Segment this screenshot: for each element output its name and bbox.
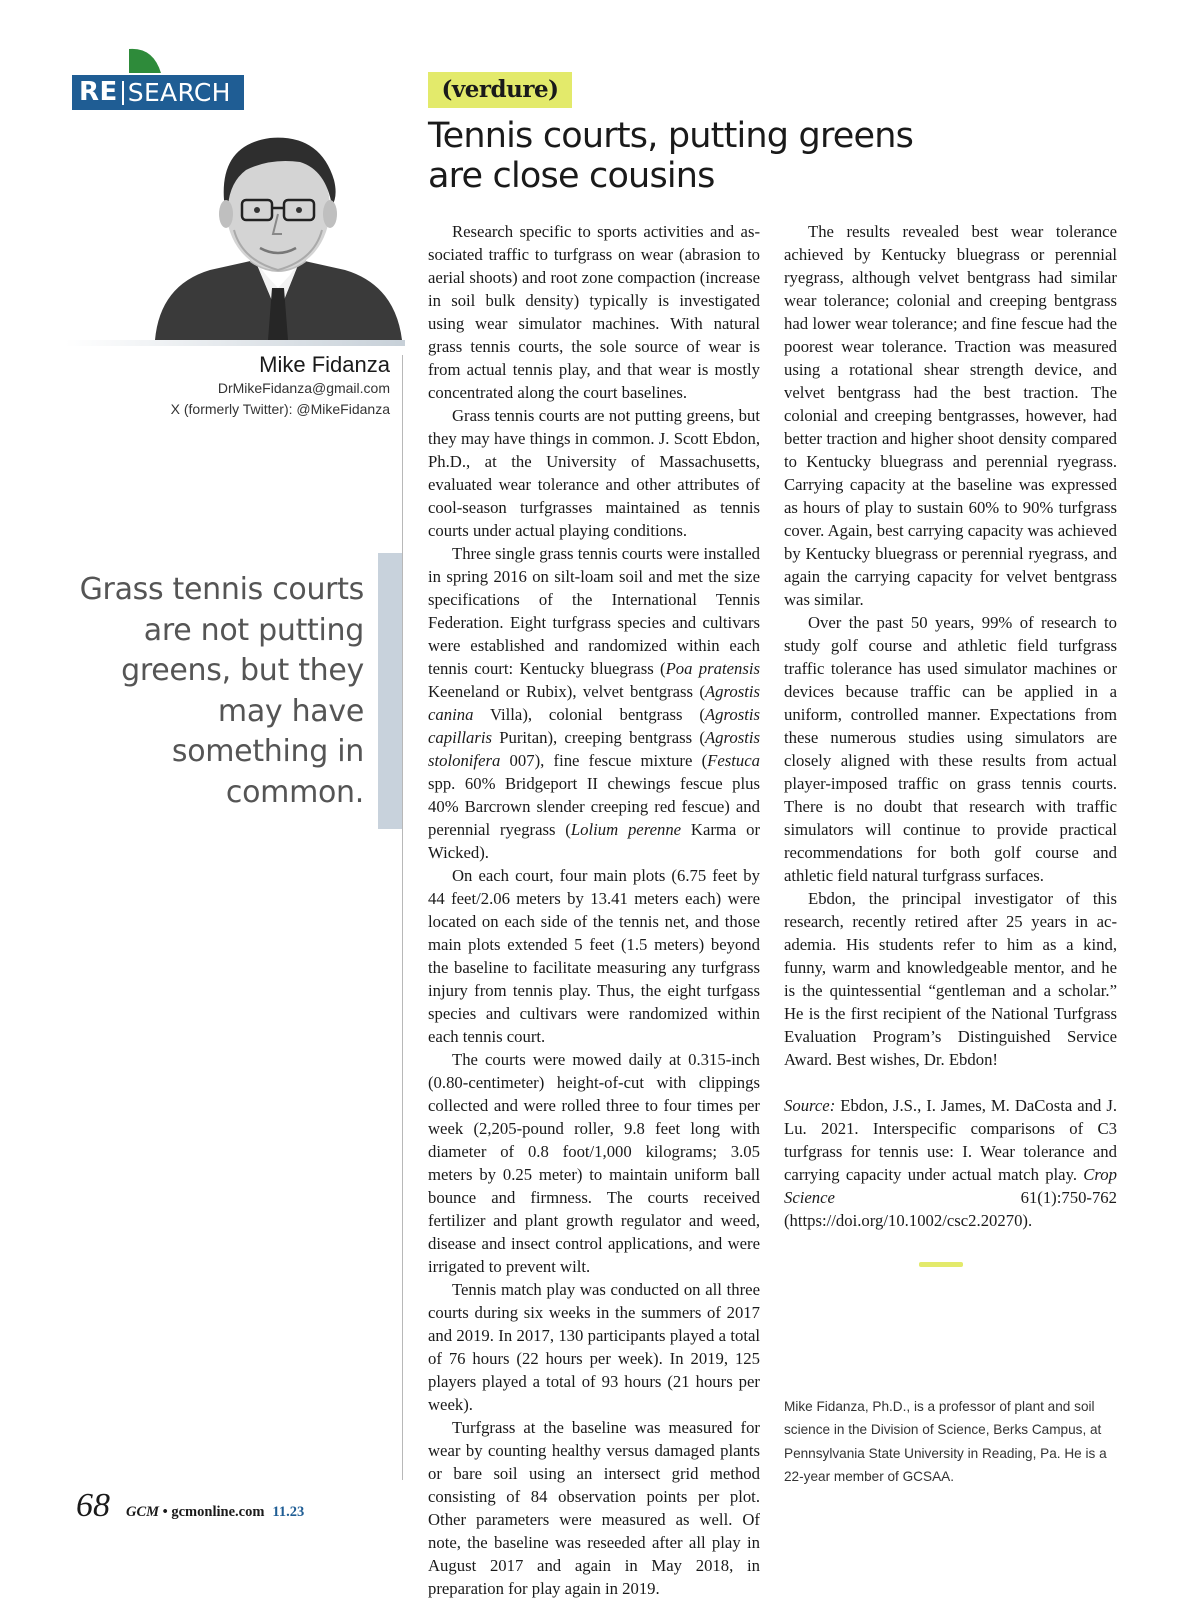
footer-publication: GCM • gcmonline.com [126, 1504, 265, 1520]
paragraph: Research specific to sports activities and associated traffic to turfgrass on wear (abrasion to aerial shoots) and root zone compaction (increase in soil bulk density) typically is investigated using wear simulator machines. With natural grass tennis courts, the sole source of wear is from actual tennis play, and that wear is mostly concentrated along the court baselines. [428, 222, 760, 402]
headline-line-2: are close cousins [428, 156, 715, 196]
paragraph: Grass tennis courts are not putting greens, but they may have things in common. J. Scott Ebdon, Ph.D., at the University of Massachusetts, evaluated wear tolerance and other attributes of cool-season turfgrasses maintained as tennis courts under actual playing conditions. [428, 406, 760, 540]
author-social[interactable]: X (formerly Twitter): @MikeFidanza [170, 401, 390, 417]
author-email[interactable]: DrMikeFidanza@gmail.com [217, 380, 390, 396]
section-tag-bold: RE [79, 77, 118, 107]
kicker-label: (verdure) [428, 72, 572, 108]
paragraph: The courts were mowed daily at 0.315-inch (0.80-centimeter) height-of-cut with clippings collected and were rolled three to four times per week (2,205-pound roller, 9.8 feet long with diameter of 0.8 foot/1,000 kilograms; 3.05 meters by 0.25 meter) to maintain uniform ball bounce and firmness. The courts received fertilizer and plant growth regulator and weed, disease and insect control applications, and were irrigated to prevent wilt. [428, 1050, 760, 1276]
footer-issue: 11.23 [272, 1504, 305, 1520]
pull-quote-bar [378, 553, 402, 829]
journal-name: Crop Science [784, 1165, 1117, 1207]
page-footer [76, 1487, 304, 1525]
source-citation: Source: Ebdon, J.S., I. James, M. DaCosta and J. Lu. 2021. Interspecific comparisons of C3 turfgrass for tennis use: I. Wear tolerance and carrying capacity under actual match play. Crop Science 61(1):750-762 (https://doi.org/10.1002/csc2.20270). [784, 1096, 1117, 1230]
author-portrait [150, 110, 405, 340]
doi-link[interactable]: 61(1):750-762 (https://doi.org/10.1002/csc2.20270). [784, 1188, 1117, 1230]
author-name: Mike Fidanza [259, 352, 390, 377]
headline [428, 116, 988, 196]
paragraph: On each court, four main plots (6.75 feet by 44 feet/2.06 meters by 13.41 meters each) were located on each side of the tennis net, and those main plots extended 5 feet (1.5 meters) beyond the baseline to facilitate measuring any turfgrass injury from tennis play. Thus, the eight turfgass species and cultivars were randomized within each tennis court. [428, 866, 760, 1046]
paragraph: Over the past 50 years, 99% of research to study golf course and athletic field turfgrass traffic tolerance has used simulator machines or devices because traffic can be applied in a uniform, controlled manner. Expectations from these numerous studies using simulators are closely aligned with these results from actual player-imposed traffic on grass tennis courts. There is no doubt that research with traffic simulators will continue to provide practical recommendations for both golf course and athletic field natural turfgrass surfaces. [784, 613, 1117, 885]
paragraph: Three single grass tennis courts were installed in spring 2016 on silt-loam soil and met the size specifications of the International Tennis Federation. Eight turfgrass species and cultivars were established and randomized within each tennis court: Kentucky bluegrass (Poa pratensis Keeneland or Rubix), velvet bentgrass (Agrostis canina Villa), colonial bentgrass (Agrostis capillaris Puritan), creeping bentgrass (Agrostis stolonifera 007), fine fescue mixture (Festuca spp. 60% Bridgeport II chewings fescue plus 40% Barcrown slender creeping red fescue) and perennial ryegrass (Lolium perenne Karma or Wicked). [428, 544, 761, 862]
pull-quote: Grass tennis courts are not putting greens, but they may have something in common. [79, 572, 364, 810]
section-tag [72, 75, 244, 110]
paragraph: Ebdon, the principal investigator of this research, recently retired after 25 years in academia. His students refer to him as a kind, funny, warm and knowledgeable mentor, and he is the quintessential “gentleman and a scholar.” He is the first recipient of the National Turfgrass Evaluation Program’s Distinguished Service Award. Best wishes, Dr. Ebdon! [784, 889, 1117, 1069]
column-rule [402, 355, 403, 1480]
section-tag-light: SEARCH [127, 78, 231, 107]
bio-separator [919, 1262, 963, 1267]
page-number: 68 [76, 1487, 110, 1524]
headline-line-1: Tennis courts, putting greens [428, 116, 914, 156]
body-column-1 [428, 220, 760, 1600]
source-label: Source: [784, 1096, 836, 1115]
author-bio: Mike Fidanza, Ph.D., is a professor of plant and soil science in the Division of Science, Berks Campus, at Pennsylvania State University in Reading, Pa. He is a 22-year member of GCSAA. [784, 1399, 1107, 1484]
leaf-logo-icon [127, 47, 161, 73]
paragraph: The results revealed best wear tolerance achieved by Kentucky bluegrass or perennial ryegrass, although velvet bentgrass had similar wear tolerance; colonial and creeping bentgrass had lower wear tolerance; and fine fescue had the poorest wear tolerance. Traction was measured using a rotational shear strength device, and velvet bentgrass had the best traction. The colonial and creeping bentgrasses, however, had better traction and higher shoot density compared to Kentucky bluegrass and perennial ryegrass. Carrying capacity at the baseline was expressed as hours of play to sustain 60% to 90% turfgrass cover. Again, best carrying capacity was achieved by Kentucky bluegrass or perennial ryegrass, and again the carrying capacity for velvet bentgrass was similar. [784, 222, 1117, 609]
footer-website[interactable]: • gcmonline.com [159, 1504, 265, 1520]
portrait-divider [65, 340, 405, 346]
section-tag-divider [122, 81, 124, 105]
body-column-2 [784, 220, 1117, 1267]
paragraph: Tennis match play was conducted on all three courts during six weeks in the summers of 2017 and 2019. In 2017, 130 participants played a total of 76 hours (22 hours per week). In 2019, 125 players played a total of 93 hours (21 hours per week). [428, 1280, 760, 1414]
paragraph: Turfgrass at the baseline was measured for wear by counting healthy versus damaged plants or bare soil using an intersect grid method consisting of 84 observation points per plot. Other parameters were measured as well. Of note, the baseline was reseeded after all play in August 2017 and again in May 2018, in preparation for play again in 2019. [428, 1418, 760, 1598]
